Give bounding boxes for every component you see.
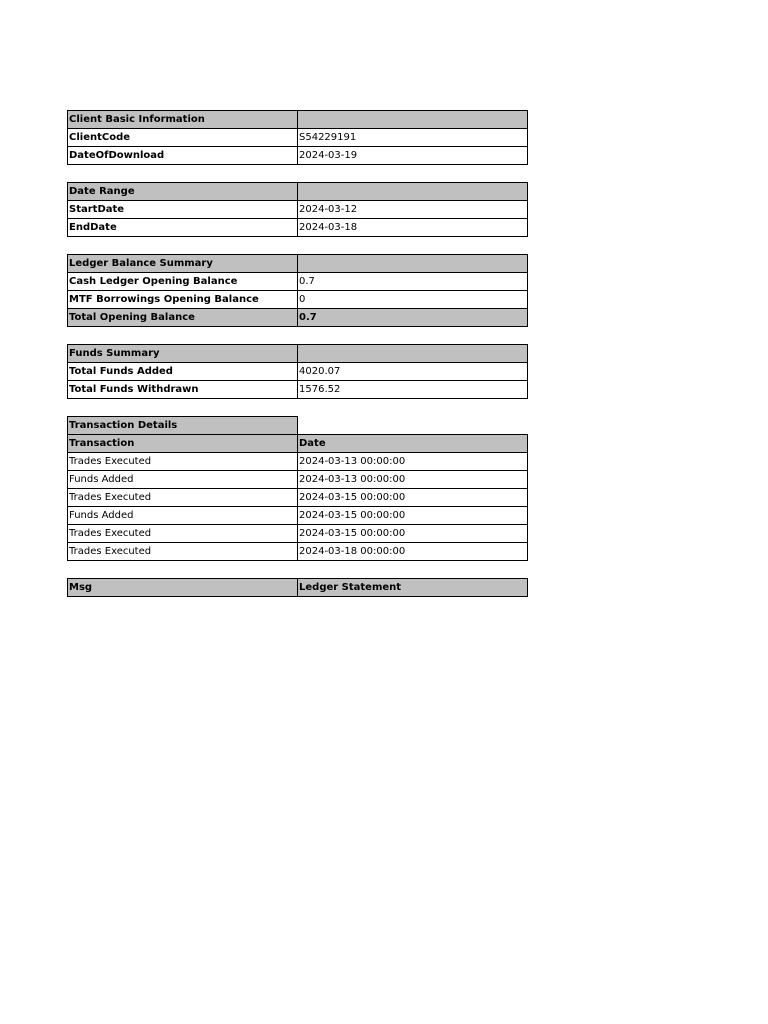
ledger-summary-header-blank xyxy=(298,255,528,273)
spacer xyxy=(67,399,527,416)
date-range-header-row xyxy=(68,183,528,201)
date-cell: 2024-03-15 00:00:00 xyxy=(298,489,528,507)
funds-summary-header-row xyxy=(68,345,528,363)
table-row xyxy=(68,525,528,543)
transactions-header-blank xyxy=(298,417,528,435)
client-info-header-blank xyxy=(298,111,528,129)
spacer xyxy=(67,561,527,578)
mtf-borrowings-value: 0 xyxy=(298,291,528,309)
table-row xyxy=(68,543,528,561)
spacer xyxy=(67,237,527,254)
msg-label: Msg xyxy=(68,579,298,597)
col-date: Date xyxy=(298,435,528,453)
date-cell: 2024-03-18 00:00:00 xyxy=(298,543,528,561)
msg-row xyxy=(68,579,528,597)
date-cell: 2024-03-15 00:00:00 xyxy=(298,525,528,543)
funds-summary-table xyxy=(67,344,528,399)
mtf-borrowings-label: MTF Borrowings Opening Balance xyxy=(68,291,298,309)
spacer xyxy=(67,327,527,344)
client-code-value: S54229191 xyxy=(298,129,528,147)
transaction-cell: Funds Added xyxy=(68,507,298,525)
transaction-cell: Trades Executed xyxy=(68,453,298,471)
ledger-summary-header-row xyxy=(68,255,528,273)
mtf-borrowings-row xyxy=(68,291,528,309)
date-cell: 2024-03-15 00:00:00 xyxy=(298,507,528,525)
funds-withdrawn-row xyxy=(68,381,528,399)
date-cell: 2024-03-13 00:00:00 xyxy=(298,471,528,489)
end-date-value: 2024-03-18 xyxy=(298,219,528,237)
funds-withdrawn-label: Total Funds Withdrawn xyxy=(68,381,298,399)
cash-ledger-row xyxy=(68,273,528,291)
transactions-header: Transaction Details xyxy=(68,417,298,435)
table-row xyxy=(68,507,528,525)
transaction-cell: Trades Executed xyxy=(68,543,298,561)
date-range-header: Date Range xyxy=(68,183,298,201)
funds-added-value: 4020.07 xyxy=(298,363,528,381)
table-row xyxy=(68,489,528,507)
client-code-row xyxy=(68,129,528,147)
ledger-summary-header: Ledger Balance Summary xyxy=(68,255,298,273)
client-info-table xyxy=(67,110,528,165)
total-opening-label: Total Opening Balance xyxy=(68,309,298,327)
total-opening-row xyxy=(68,309,528,327)
client-info-header: Client Basic Information xyxy=(68,111,298,129)
transaction-cell: Trades Executed xyxy=(68,525,298,543)
transactions-table xyxy=(67,416,528,561)
cash-ledger-label: Cash Ledger Opening Balance xyxy=(68,273,298,291)
transactions-title-row xyxy=(68,417,528,435)
ledger-sheet xyxy=(67,110,527,597)
funds-added-row xyxy=(68,363,528,381)
total-opening-value: 0.7 xyxy=(298,309,528,327)
start-date-row xyxy=(68,201,528,219)
transaction-cell: Funds Added xyxy=(68,471,298,489)
start-date-label: StartDate xyxy=(68,201,298,219)
transactions-column-row xyxy=(68,435,528,453)
funds-added-label: Total Funds Added xyxy=(68,363,298,381)
date-of-download-value: 2024-03-19 xyxy=(298,147,528,165)
col-transaction: Transaction xyxy=(68,435,298,453)
date-of-download-row xyxy=(68,147,528,165)
table-row xyxy=(68,453,528,471)
date-range-table xyxy=(67,182,528,237)
end-date-row xyxy=(68,219,528,237)
msg-value: Ledger Statement xyxy=(298,579,528,597)
msg-table xyxy=(67,578,528,597)
cash-ledger-value: 0.7 xyxy=(298,273,528,291)
client-code-label: ClientCode xyxy=(68,129,298,147)
date-of-download-label: DateOfDownload xyxy=(68,147,298,165)
table-row xyxy=(68,471,528,489)
end-date-label: EndDate xyxy=(68,219,298,237)
date-cell: 2024-03-13 00:00:00 xyxy=(298,453,528,471)
date-range-header-blank xyxy=(298,183,528,201)
funds-withdrawn-value: 1576.52 xyxy=(298,381,528,399)
client-info-header-row xyxy=(68,111,528,129)
ledger-summary-table xyxy=(67,254,528,327)
funds-summary-header: Funds Summary xyxy=(68,345,298,363)
start-date-value: 2024-03-12 xyxy=(298,201,528,219)
transaction-cell: Trades Executed xyxy=(68,489,298,507)
spacer xyxy=(67,165,527,182)
funds-summary-header-blank xyxy=(298,345,528,363)
